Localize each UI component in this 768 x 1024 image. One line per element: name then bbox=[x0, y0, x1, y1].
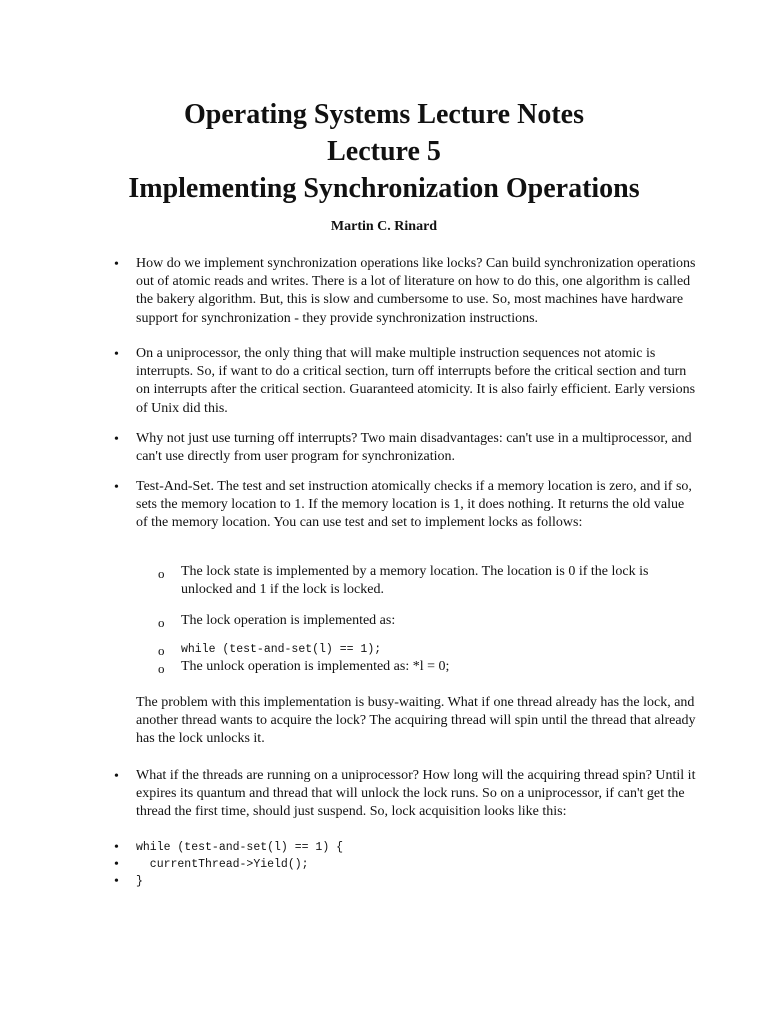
sub-bullet-glyph: o bbox=[158, 643, 165, 658]
bullet-glyph: • bbox=[114, 480, 119, 495]
code-line-2: currentThread->Yield(); bbox=[136, 858, 309, 871]
bullet-glyph: • bbox=[114, 769, 119, 784]
title-line-3: Implementing Synchronization Operations bbox=[128, 173, 640, 204]
title-line-1: Operating Systems Lecture Notes bbox=[184, 99, 584, 130]
code-line-3: } bbox=[136, 875, 143, 888]
busy-wait-paragraph: The problem with this implementation is busy-waiting. What if one thread already has the lock, and another thread wants to acquire the lock? The acquiring thread will spin until the thread that already has the lock unlocks it. bbox=[136, 695, 696, 747]
author-name: Martin C. Rinard bbox=[330, 219, 438, 234]
bullet-glyph: • bbox=[114, 347, 119, 362]
list-item-5: What if the threads are running on a uniprocessor? How long will the acquiring thread spin? Until it expires its quantum and thread that will unlock the lock runs. So on a uniprocessor, if can't get the thread the first time, should just suspend. So, lock acquisition looks like this: bbox=[136, 768, 696, 820]
sub-bullet-glyph: o bbox=[158, 566, 165, 581]
bullet-glyph: • bbox=[114, 874, 119, 889]
list-item-1: How do we implement synchronization operations like locks? Can build synchronization operations out of atomic reads and writes. There is a lot of literature on how to do this, one algorithm is called the bakery algorithm. But, this is slow and cumbersome to use. So, most machines have hardware support for synchronization - they provide synchronization instructions. bbox=[136, 256, 696, 326]
title-line-2: Lecture 5 bbox=[327, 136, 441, 167]
sub-item-4: The unlock operation is implemented as: *l = 0; bbox=[181, 659, 450, 674]
sub-item-1: The lock state is implemented by a memory location. The location is 0 if the lock is unlocked and 1 if the lock is locked. bbox=[181, 564, 649, 598]
sub-item-2: The lock operation is implemented as: bbox=[181, 613, 396, 628]
sub-bullet-glyph: o bbox=[158, 661, 165, 676]
bullet-glyph: • bbox=[114, 857, 119, 872]
sub-item-3-code: while (test-and-set(l) == 1); bbox=[181, 643, 382, 656]
sub-bullet-glyph: o bbox=[158, 615, 165, 630]
list-item-2: On a uniprocessor, the only thing that will make multiple instruction sequences not atomic is interrupts. So, if want to do a critical section, turn off interrupts before the critical section and turn on interrupts after the critical section. Guaranteed atomicity. It is also fairly efficient. Early versions of Unix did this. bbox=[136, 346, 696, 416]
bullet-glyph: • bbox=[114, 840, 119, 855]
list-item-3: Why not just use turning off interrupts? Two main disadvantages: can't use in a multiprocessor, and can't use directly from user program for synchronization. bbox=[136, 431, 692, 465]
bullet-glyph: • bbox=[114, 257, 119, 272]
bullet-glyph: • bbox=[114, 432, 119, 447]
document-title bbox=[0, 96, 768, 207]
list-item-4: Test-And-Set. The test and set instruction atomically checks if a memory location is zero, and if so, sets the memory location to 1. If the memory location is 1, it does nothing. It returns the old value of the memory location. You can use test and set to implement locks as follows: bbox=[136, 479, 692, 531]
code-line-1: while (test-and-set(l) == 1) { bbox=[136, 841, 344, 854]
